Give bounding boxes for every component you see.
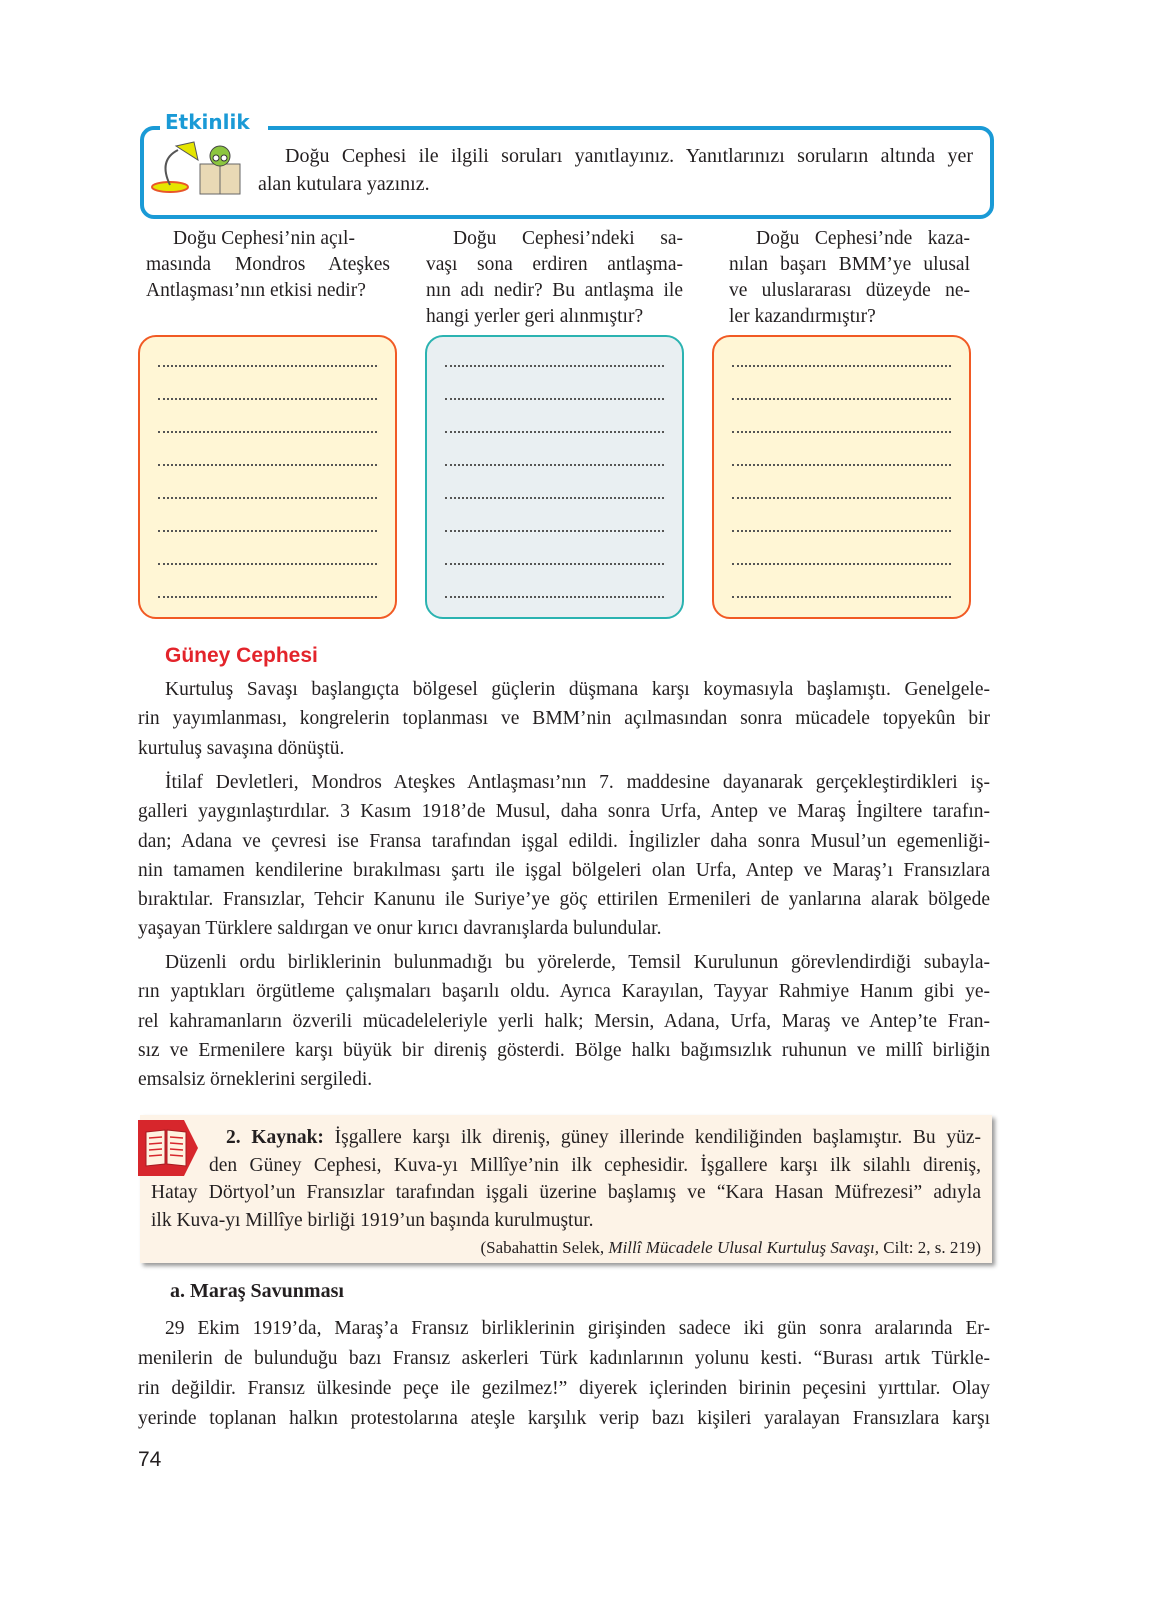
answer-dotted-line bbox=[445, 596, 664, 598]
paragraph-2: İtilaf Devletleri, Mondros Ateşkes Antlaşması’nın 7. maddesine dayanarak gerçekleştirdikleri iş- galleri yaygınlaştırdılar. 3 Kasım 1918’de Musul, daha sonra Urfa, Antep ve Maraş İngiltere tarafın- dan; Adana ve çevresi ise Fransa tarafından işgal edildi. İngilizler daha sonra Musul’un egemenliği- nin tamamen kendilerine bırakılması şartı ile işgal bölgeleri olan Urfa, Antep ve Maraş’ı Fransızlara bıraktılar. Fransızlar, Tehcir Kanunu ile Suriye’ye göç ettirilen Ermenileri de yanlarına alarak bölgede yaşayan Türklere saldırgan ve onur kırıcı davranışlarda bulundular. bbox=[138, 772, 990, 940]
activity-title: Etkinlik bbox=[165, 110, 250, 134]
paragraph-3: Düzenli ordu birliklerinin bulunmadığı bu yörelerde, Temsil Kurulunun görevlendirdiği subayla- rın yaptıkları örgütleme çalışmaları başarılı oldu. Ayrıca Karayılan, Tayyar Rahmiye Hanım gibi ye- rel kahramanların özverili mücadeleleriyle yerli halk; Mersin, Adana, Urfa, Maraş ve Antep’te Fran- sız ve Ermenilere karşı büyük bir direniş gösterdi. Bölge halkı bağımsızlık ruhunun ve millî birliğin emsalsiz örneklerini sergiledi. bbox=[138, 952, 990, 1091]
answer-dotted-line bbox=[445, 464, 664, 466]
question-1: Doğu Cephesi’nin açıl- masında Mondros Ateşkes Antlaşması’nın etkisi nedir? bbox=[146, 228, 390, 301]
source-label: 2. Kaynak: bbox=[226, 1127, 324, 1148]
answer-dotted-line bbox=[445, 365, 664, 367]
answer-dotted-line bbox=[445, 497, 664, 499]
paragraph-1: Kurtuluş Savaşı başlangıçta bölgesel güçlerin düşmana karşı koymasıyla başlamıştı. Genelgele- rin yayımlanması, kongrelerin toplanması ve BMM’nin açılmasından sonra mücadele topyekûn bir kurtuluş savaşına dönüştü. bbox=[138, 679, 990, 759]
answer-dotted-line bbox=[732, 464, 951, 466]
answer-dotted-line bbox=[445, 431, 664, 433]
answer-dotted-line bbox=[158, 398, 377, 400]
answer-dotted-line bbox=[158, 530, 377, 532]
answer-box-1[interactable] bbox=[138, 335, 397, 619]
answer-dotted-line bbox=[732, 365, 951, 367]
answer-dotted-line bbox=[732, 497, 951, 499]
section-title: Güney Cephesi bbox=[165, 644, 318, 667]
paragraph-maras: 29 Ekim 1919’da, Maraş’a Fransız birliklerinin girişinden sadece iki gün sonra aralarında Er- menilerin de bulunduğu bazı Fransız askerleri Türk kadınlarının yolunu kesti. “Burası artık Türkle- rin değildir. Fransız ülkesinde peçe ile gezilmez!” diyerek içlerinden birinin peçesini yırttılar. Olay yerinde toplanan halkın protestolarına ateşle karşılık verip bazı kişileri yaralayan Fransızlara karşı bbox=[138, 1318, 990, 1429]
subsection-title: a. Maraş Savunması bbox=[170, 1280, 344, 1302]
answer-dotted-line bbox=[732, 431, 951, 433]
source-citation: (Sabahattin Selek, Millî Mücadele Ulusal Kurtuluş Savaşı, Cilt: 2, s. 219) bbox=[480, 1238, 981, 1257]
lamp-reading-kid-icon bbox=[150, 140, 245, 198]
answer-dotted-line bbox=[732, 398, 951, 400]
answer-dotted-line bbox=[445, 530, 664, 532]
answer-dotted-line bbox=[445, 398, 664, 400]
question-3: Doğu Cephesi’nde kaza- nılan başarı BMM’ye ulusal ve uluslararası düzeyde ne- ler kazandırmıştır? bbox=[729, 228, 970, 327]
answer-box-3[interactable] bbox=[712, 335, 971, 619]
answer-dotted-line bbox=[158, 497, 377, 499]
answer-dotted-line bbox=[158, 563, 377, 565]
activity-instruction: Doğu Cephesi ile ilgili soruları yanıtlayınız. Yanıtlarınızı soruların altında yer alan kutulara yazınız. bbox=[258, 145, 973, 195]
answer-dotted-line bbox=[732, 596, 951, 598]
answer-dotted-line bbox=[732, 563, 951, 565]
answer-dotted-line bbox=[158, 596, 377, 598]
question-2: Doğu Cephesi’ndeki sa- vaşı sona erdiren antlaşma- nın adı nedir? Bu antlaşma ile hangi yerler geri alınmıştır? bbox=[426, 228, 683, 327]
answer-dotted-line bbox=[158, 431, 377, 433]
answer-box-2[interactable] bbox=[425, 335, 684, 619]
answer-dotted-line bbox=[732, 530, 951, 532]
source-text: 2. Kaynak: İşgallere karşı ilk direniş, güney illerinde kendiliğinden başlamıştır. Bu yüz- den Güney Cephesi, Kuva-yı Millîye’nin ilk cephesidir. İşgallere karşı ilk silahlı direniş, Hatay Dörtyol’un Fransızlar tarafından işgali üzerine başlamış ve “Kara Hasan Müfrezesi” adıyla ilk Kuva-yı Millîye birliği 1919’un başında kurulmuştur. bbox=[151, 1127, 981, 1231]
page-number: 74 bbox=[138, 1448, 162, 1471]
answer-dotted-line bbox=[158, 365, 377, 367]
answer-dotted-line bbox=[158, 464, 377, 466]
answer-dotted-line bbox=[445, 563, 664, 565]
